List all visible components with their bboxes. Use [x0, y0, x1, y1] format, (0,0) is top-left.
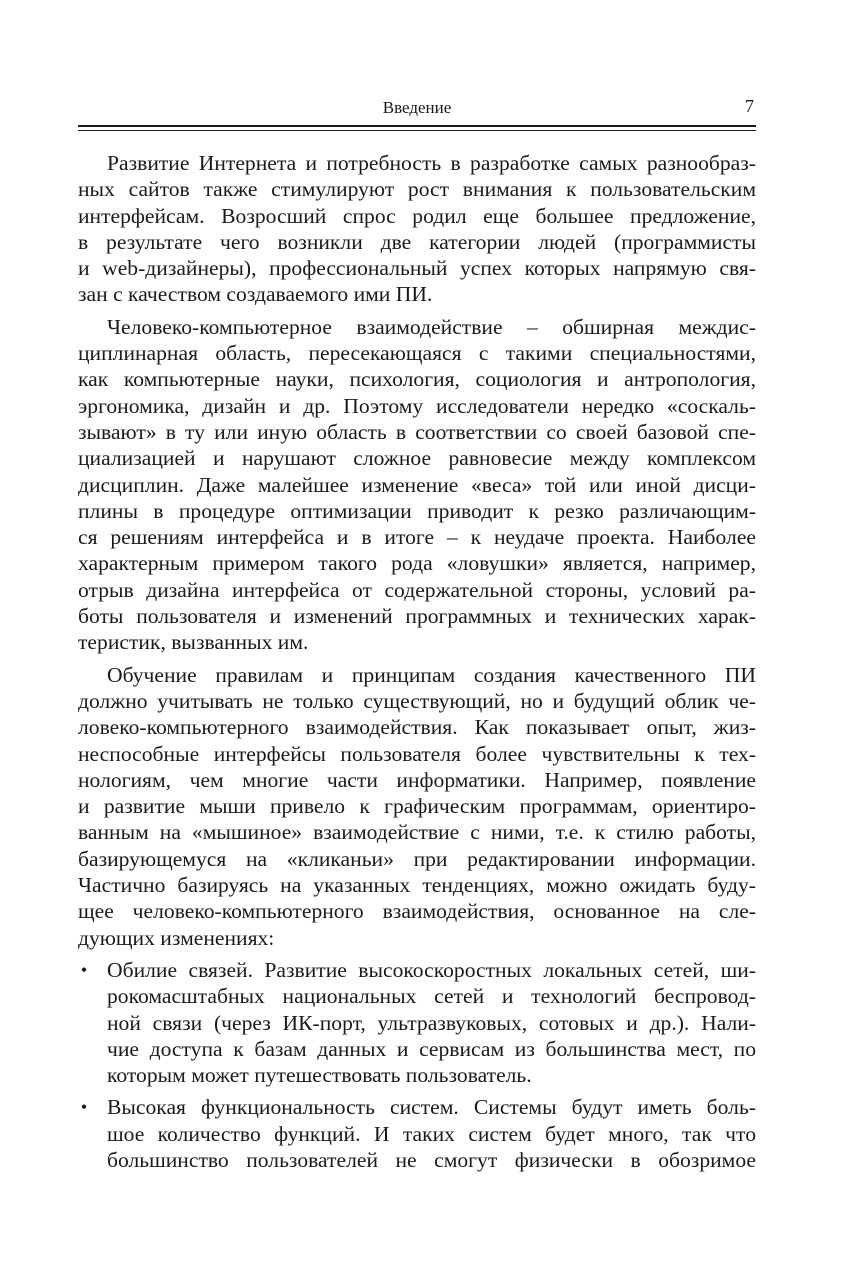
text-line: плины в процедуре оптимизации приводит к резко различающим- [78, 498, 756, 523]
text-line: должно учитывать не только существующий, но и будущий облик че- [78, 688, 756, 713]
text-line: интерфейсам. Возросший спрос родил еще большее предложение, [78, 203, 756, 228]
page-number: 7 [745, 96, 754, 116]
header-rule-thin [78, 130, 756, 131]
list-item [78, 1094, 756, 1173]
text-line: Развитие Интернета и потребность в разработке самых разнообраз- [107, 151, 756, 175]
text-line: теристик, вызванных им. [78, 630, 309, 655]
text-line: неспособные интерфейсы пользователя более чувствительны к тех- [78, 741, 756, 766]
text-line: нологиям, чем многие части информатики. Например, появление [78, 767, 756, 792]
text-line: ванным на «мышиное» взаимодействие с ними, т.е. к стилю работы, [78, 820, 756, 845]
text-line: Обилие связей. Развитие высокоскоростных локальных сетей, ши- [107, 957, 756, 982]
text-line: рокомасштабных национальных сетей и технологий беспровод- [107, 984, 756, 1009]
bullet-list [78, 957, 756, 1173]
text-line: дующих изменениях: [78, 925, 275, 950]
running-title: Введение [382, 98, 452, 117]
list-item [78, 957, 756, 1088]
running-header [78, 95, 756, 123]
text-line: циализацией и нарушают сложное равновесие между комплексом [78, 446, 756, 471]
text-line: базирующемуся на «кликаньи» при редактировании информации. [78, 846, 756, 871]
text-line: ловеко-компьютерного взаимодействия. Как показывает опыт, жиз- [78, 715, 756, 740]
text-line: ной связи (через ИК-порт, ультразвуковых, сотовых и др.). Нали- [107, 1010, 756, 1035]
text-line: щее человеко-компьютерного взаимодействия, основанное на сле- [78, 899, 756, 924]
paragraph-1 [78, 150, 756, 308]
paragraph-3 [78, 662, 756, 951]
bullet-icon: • [80, 1097, 88, 1118]
text-line: ся решениям интерфейса и в итоге – к неудаче проекта. Наиболее [78, 525, 756, 550]
text-line: циплинарная область, пересекающаяся с такими специальностями, [78, 341, 756, 366]
text-line: шое количество функций. И таких систем будет много, так что [107, 1121, 756, 1146]
bullet-icon: • [80, 959, 88, 980]
text-line: чие доступа к базам данных и сервисам из большинства мест, по [107, 1036, 756, 1061]
text-line: Человеко-компьютерное взаимодействие – обширная междис- [107, 314, 756, 339]
text-line: и web-дизайнеры), профессиональный успех которых напрямую свя- [78, 256, 756, 281]
text-line: зан с качеством создаваемого ими ПИ. [78, 282, 433, 307]
body-text [78, 150, 756, 1179]
text-line: как компьютерные науки, психология, социология и антропология, [78, 367, 756, 392]
header-rule-thick [78, 125, 756, 127]
text-line: и развитие мыши привело к графическим программам, ориентиро- [78, 794, 756, 819]
text-line: большинство пользователей не смогут физически в обозримое [107, 1147, 756, 1172]
text-line: дисциплин. Даже малейшее изменение «веса» той или иной дисци- [78, 472, 756, 497]
paragraph-2 [78, 314, 756, 656]
text-line: Высокая функциональность систем. Системы будут иметь боль- [107, 1095, 756, 1120]
text-line: характерным примером такого рода «ловушки» является, например, [78, 551, 756, 576]
text-line: боты пользователя и изменений программных и технических харак- [78, 604, 756, 629]
text-line: отрыв дизайна интерфейса от содержательной стороны, условий ра- [78, 577, 756, 602]
text-line: Обучение правилам и принципам создания качественного ПИ [107, 662, 756, 687]
text-line: Частично базируясь на указанных тенденциях, можно ожидать буду- [78, 873, 756, 898]
text-line: которым может путешествовать пользователь. [107, 1063, 532, 1088]
text-line: зывают» в ту или иную область в соответствии со своей базовой спе- [78, 419, 756, 444]
text-line: эргономика, дизайн и др. Поэтому исследователи нередко «соскаль- [78, 393, 756, 418]
text-line: в результате чего возникли две категории людей (программисты [78, 229, 756, 254]
text-line: ных сайтов также стимулируют рост внимания к пользовательским [78, 177, 756, 202]
